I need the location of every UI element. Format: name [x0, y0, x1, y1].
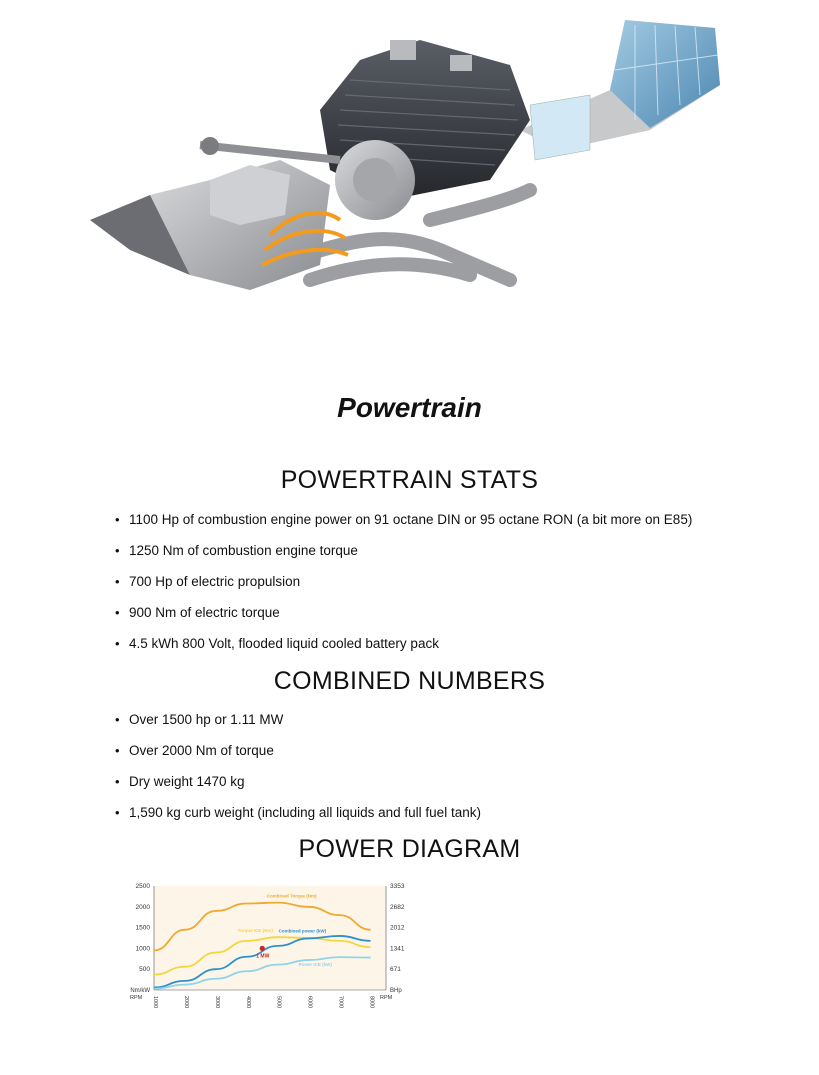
- x-axis-label-left: RPM: [130, 995, 143, 1001]
- section-heading-powertrain-stats: POWERTRAIN STATS: [280, 466, 539, 494]
- series-label: Combined Torque (Nm): [266, 893, 317, 899]
- y-tick-label-right: 3353: [390, 883, 405, 890]
- y-tick-label-left: 1000: [135, 945, 150, 953]
- series-label: Combined power (kW): [278, 928, 327, 934]
- x-tick-label: 1000: [152, 996, 158, 1009]
- y-tick-label-left: 500: [139, 966, 150, 974]
- combined-numbers-list: [115, 710, 481, 834]
- series-label: Power ICE (kW): [298, 962, 332, 968]
- list-item: • 4.5 kWh 800 Volt, flooded liquid cooled battery pack: [115, 634, 692, 665]
- list-item: • Over 2000 Nm of torque: [115, 741, 481, 772]
- series-label: Torque ICE (Nm): [237, 928, 273, 934]
- x-tick-label: 8000: [368, 996, 375, 1009]
- section-heading-combined-numbers: COMBINED NUMBERS: [273, 667, 546, 695]
- y-tick-label-right: 671: [390, 966, 401, 974]
- x-axis-label-right: RPM: [380, 995, 393, 1001]
- x-tick-label: 3000: [213, 996, 220, 1009]
- y-tick-label-right: 1341: [390, 945, 405, 953]
- list-item: • 900 Nm of electric torque: [115, 603, 692, 634]
- y-tick-label-right: 2012: [390, 924, 405, 932]
- y-tick-label-left: 2500: [135, 883, 150, 890]
- list-item: • Over 1500 hp or 1.11 MW: [115, 710, 481, 741]
- x-tick-label: 7000: [337, 996, 344, 1009]
- list-item: • 1,590 kg curb weight (including all liquids and full fuel tank): [115, 803, 481, 834]
- list-item: • 700 Hp of electric propulsion: [115, 572, 692, 603]
- page-title: Powertrain: [337, 392, 482, 423]
- annotation-marker: [260, 946, 265, 951]
- y-tick-label-right: 2682: [390, 903, 405, 911]
- power-diagram-chart: [118, 878, 418, 1018]
- list-item: • 1250 Nm of combustion engine torque: [115, 541, 692, 572]
- y-tick-label-left: 1500: [135, 924, 150, 932]
- x-tick-label: 6000: [306, 996, 313, 1009]
- annotation-label: 1 MW: [256, 953, 270, 960]
- x-tick-label: 5000: [275, 996, 282, 1009]
- y-axis-label-right: BHp: [390, 988, 402, 994]
- y-tick-label-left: 2000: [135, 903, 150, 911]
- section-heading-power-diagram: POWER DIAGRAM: [298, 835, 521, 863]
- x-tick-label: 4000: [244, 996, 251, 1009]
- list-item: • 1100 Hp of combustion engine power on 91 octane DIN or 95 octane RON (a bit more on E85): [115, 510, 692, 541]
- x-tick-label: 2000: [182, 996, 189, 1009]
- y-axis-label-left: Nm/kW: [130, 988, 150, 994]
- list-item: • Dry weight 1470 kg: [115, 772, 481, 803]
- powertrain-stats-list: [115, 510, 692, 665]
- powertrain-render-image: [90, 10, 730, 300]
